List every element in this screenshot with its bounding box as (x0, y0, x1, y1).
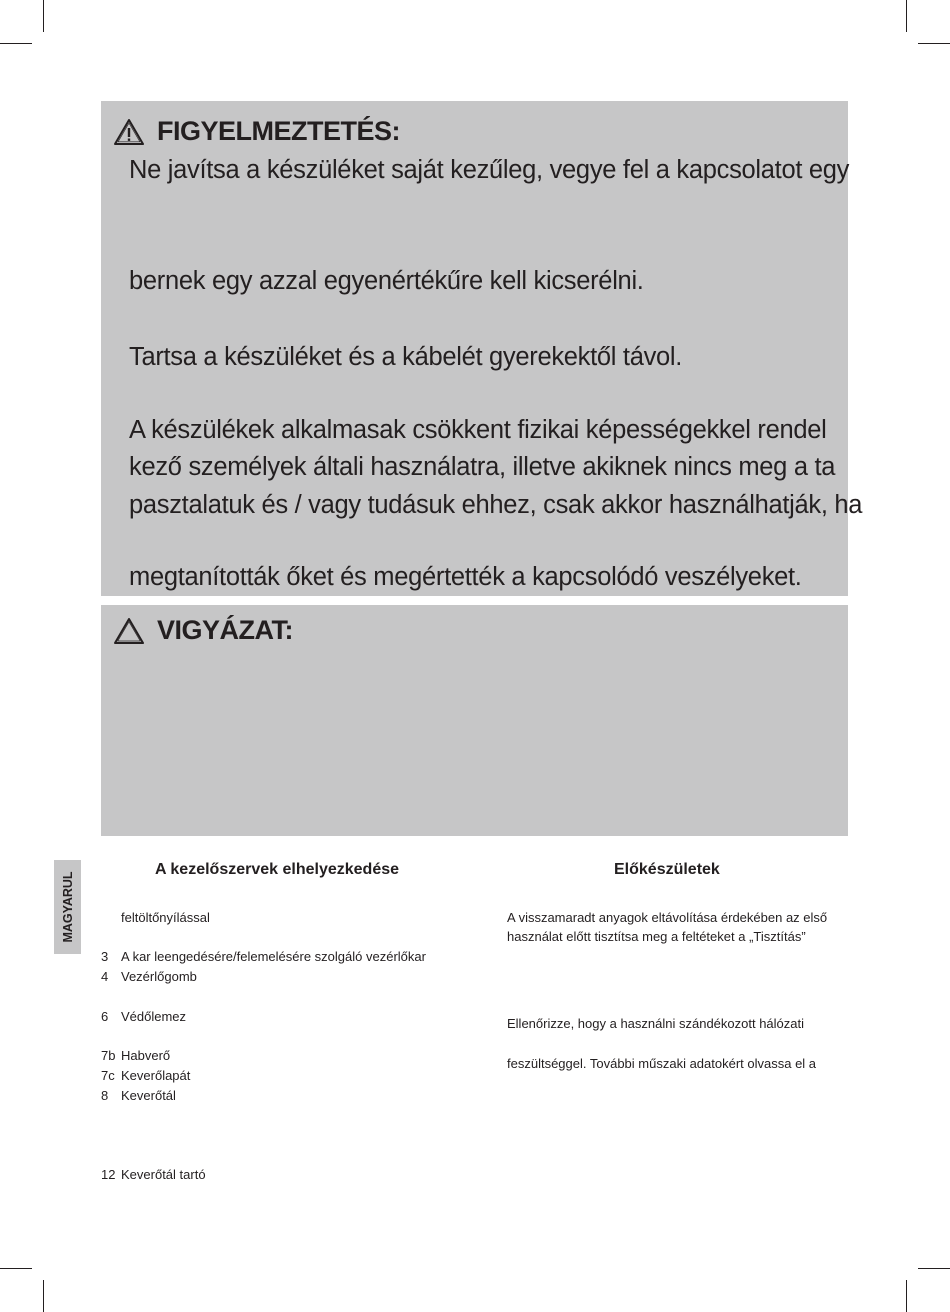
list-item: 8 Keverőtál (101, 1088, 176, 1103)
warning-line: megtanították őket és megértették a kapcsolódó veszélyeket. (129, 563, 802, 591)
crop-mark (0, 43, 32, 44)
warning-box (101, 101, 863, 596)
crop-mark (918, 1268, 950, 1269)
warning-line: pasztalatuk és / vagy tudásuk ehhez, csak akkor használhatják, ha (129, 491, 863, 519)
crop-mark (43, 1280, 44, 1312)
caution-triangle-icon (113, 617, 145, 645)
language-tab (54, 860, 81, 954)
warning-title: FIGYELMEZTETÉS: (157, 116, 401, 146)
warning-line: bernek egy azzal egyenértékűre kell kicserélni. (129, 267, 644, 295)
paragraph-line: Ellenőrizze, hogy a használni szándékozott hálózati (507, 1016, 805, 1031)
warning-heading (113, 116, 400, 147)
language-tab-label: MAGYARUL (60, 871, 75, 943)
list-item: 7b Habverő (101, 1048, 171, 1063)
caution-heading (113, 615, 293, 646)
warning-line: A készülékek alkalmasak csökkent fizikai képességekkel rendel (129, 416, 827, 444)
paragraph-line: feszültséggel. További műszaki adatokért olvassa el a (507, 1056, 817, 1071)
preparation-heading: Előkészületek (614, 861, 720, 878)
paragraph-line: használat előtt tisztítsa meg a feltéteket a „Tisztítás” (507, 929, 806, 944)
paragraph-line: A visszamaradt anyagok eltávolítása érdekében az első (507, 910, 828, 925)
crop-mark (43, 0, 44, 32)
list-item: 4 Vezérlőgomb (101, 969, 197, 984)
caution-title: VIGYÁZAT: (157, 615, 293, 645)
crop-mark (0, 1268, 32, 1269)
crop-mark (906, 0, 907, 32)
warning-line: Ne javítsa a készüléket saját kezűleg, vegye fel a kapcsolatot egy (129, 156, 850, 184)
list-continuation: feltöltőnyílással (121, 910, 210, 925)
list-item: 3 A kar leengedésére/felemelésére szolgáló vezérlőkar (101, 949, 426, 964)
warning-triangle-icon (113, 118, 145, 146)
warning-line: kező személyek általi használatra, illetve akiknek nincs meg a ta (129, 453, 836, 481)
crop-mark (906, 1280, 907, 1312)
list-item: 6 Védőlemez (101, 1009, 187, 1024)
warning-line: Tartsa a készüléket és a kábelét gyerekektől távol. (129, 343, 683, 371)
controls-heading: A kezelőszervek elhelyezkedése (155, 861, 400, 878)
crop-mark (918, 43, 950, 44)
list-item: 12 Keverőtál tartó (101, 1167, 206, 1182)
caution-box (101, 605, 848, 836)
list-item: 7c Keverőlapát (101, 1068, 191, 1083)
